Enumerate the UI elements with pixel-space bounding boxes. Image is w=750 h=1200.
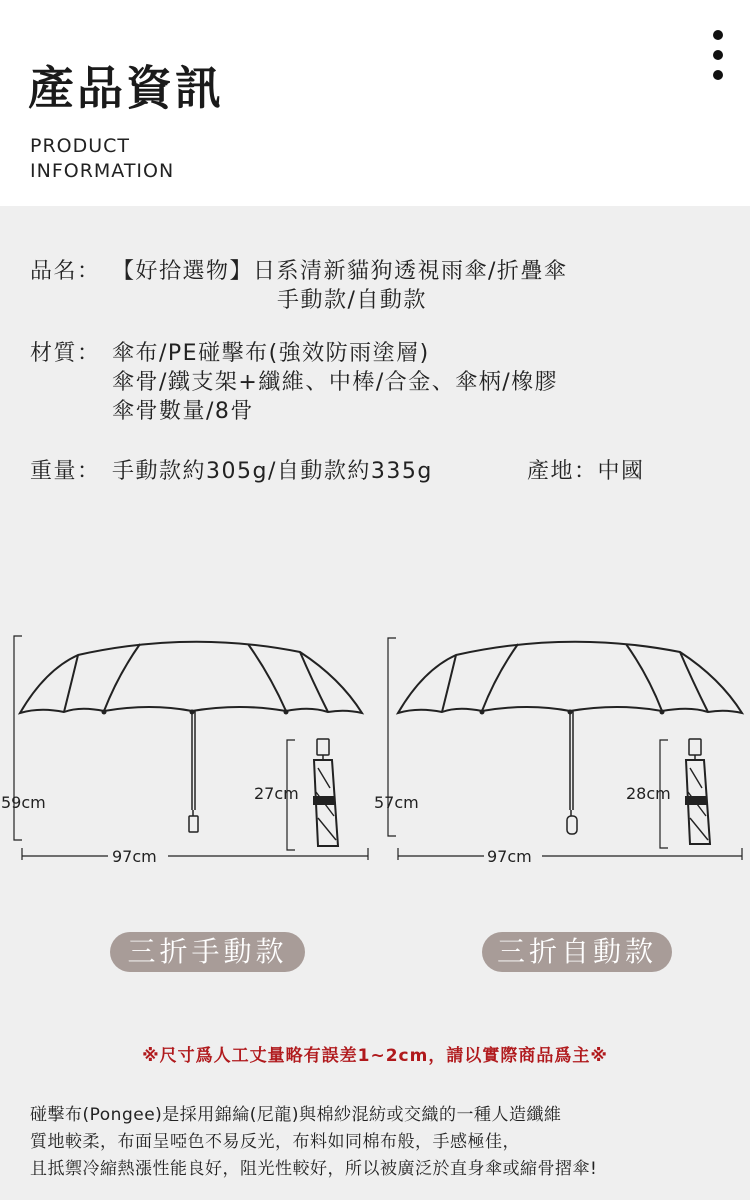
name-line-2: 手動款/自動款 [277, 288, 427, 313]
description-line-1: 碰擊布(Pongee)是採用錦綸(尼龍)與棉紗混紡或交織的一種人造纖維 [30, 1105, 562, 1125]
auto-model-badge: 三折自動款 [482, 932, 672, 972]
manual-umbrella-icon [20, 642, 362, 832]
manual-folded-label: 27cm [254, 784, 299, 803]
weight-value: 手動款約305g/自動款約335g [112, 459, 433, 484]
material-line-2: 傘骨/鐵支架+纖維、中棒/合金、傘柄/橡膠 [112, 370, 559, 395]
description-line-2: 質地較柔，布面呈啞色不易反光，布料如同棉布般，手感極佳， [30, 1132, 520, 1152]
auto-folded-label: 28cm [626, 784, 671, 803]
more-menu-icon[interactable] [708, 30, 728, 94]
manual-model-badge: 三折手動款 [110, 932, 305, 972]
auto-height-label: 57cm [374, 793, 419, 812]
subtitle-line-1: PRODUCT [30, 135, 131, 157]
material-line-3: 傘骨數量/8骨 [112, 399, 254, 424]
manual-folded-umbrella-icon [313, 739, 338, 846]
size-notice: ※尺寸爲人工丈量略有誤差1~2cm，請以實際商品爲主※ [142, 1046, 608, 1066]
subtitle-line-2: INFORMATION [30, 160, 175, 182]
name-line-1: 【好拾選物】日系清新貓狗透視雨傘/折疊傘 [112, 259, 568, 284]
manual-height-label: 59cm [1, 793, 46, 812]
origin: 產地：中國 [527, 459, 645, 484]
material-label: 材質： [30, 341, 101, 366]
page-title: 產品資訊 [28, 61, 224, 115]
description-line-3: 且抵禦冷縮熱漲性能良好，阻光性較好，所以被廣泛於直身傘或縮骨摺傘! [30, 1159, 598, 1179]
name-label: 品名： [30, 259, 101, 284]
material-line-1: 傘布/PE碰擊布(強效防雨塗層) [112, 341, 430, 366]
auto-width-label: 97cm [487, 847, 532, 866]
header [0, 0, 750, 206]
auto-umbrella-icon [398, 642, 742, 834]
page-subtitle [30, 134, 174, 184]
manual-width-label: 97cm [112, 847, 157, 866]
umbrella-diagrams [0, 620, 750, 880]
fabric-description [30, 1102, 597, 1183]
auto-folded-umbrella-icon [685, 739, 710, 844]
weight-label: 重量： [30, 459, 101, 484]
